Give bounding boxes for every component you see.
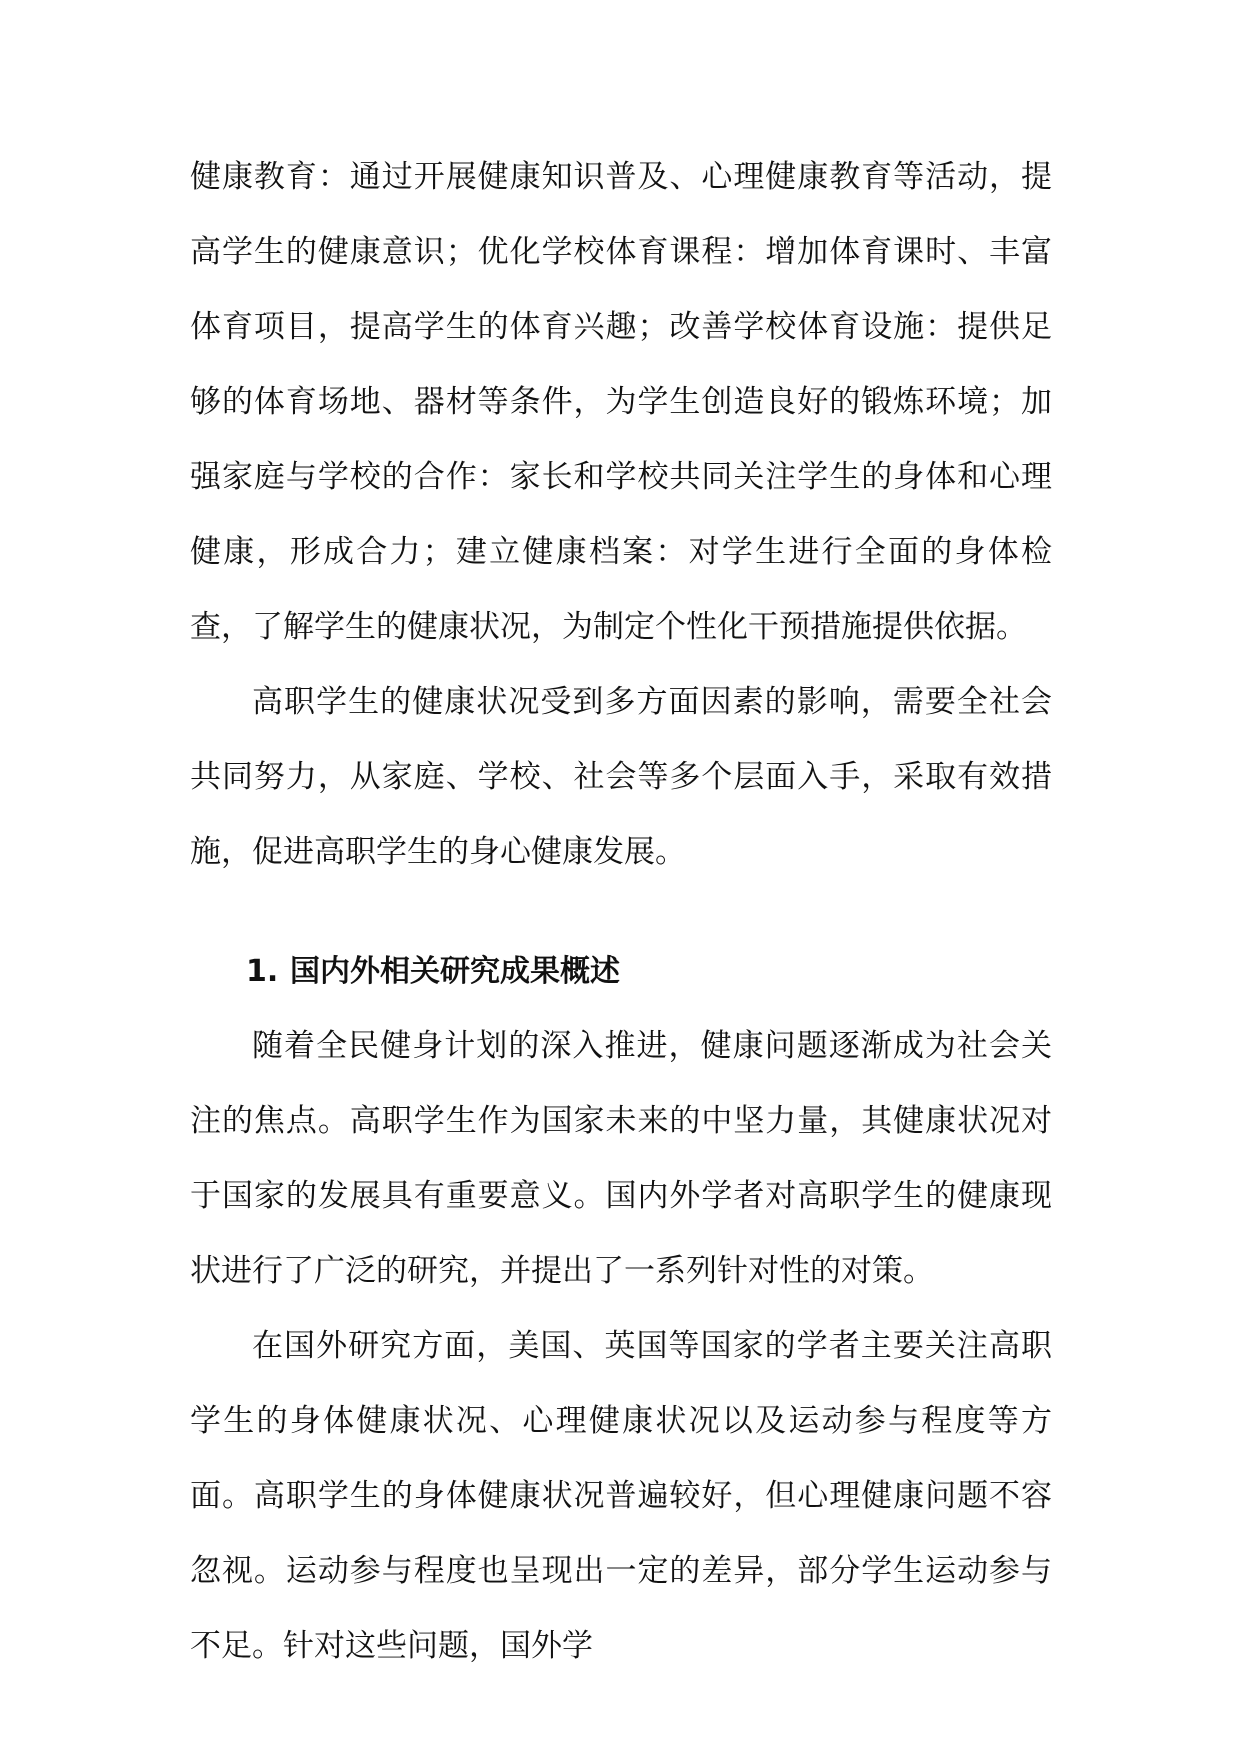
section-heading <box>190 934 1052 1009</box>
paragraph-summary: 高职学生的健康状况受到多方面因素的影响，需要全社会共同努力，从家庭、学校、社会等多个层面入手，采取有效措施，促进高职学生的身心健康发展。 <box>190 684 1052 870</box>
document-body <box>190 140 1052 1684</box>
paragraph-research-intro: 随着全民健身计划的深入推进，健康问题逐渐成为社会关注的焦点。高职学生作为国家未来的中坚力量，其健康状况对于国家的发展具有重要意义。国内外学者对高职学生的健康现状进行了广泛的研究，并提出了一系列针对性的对策。 <box>190 1028 1052 1289</box>
section-number: 1. <box>246 954 279 989</box>
paragraph-foreign-research: 在国外研究方面，美国、英国等国家的学者主要关注高职学生的身体健康状况、心理健康状况以及运动参与程度等方面。高职学生的身体健康状况普遍较好，但心理健康问题不容忽视。运动参与程度也呈现出一定的差异，部分学生运动参与不足。针对这些问题，国外学 <box>190 1328 1052 1664</box>
section-title: 国内外相关研究成果概述 <box>290 954 620 989</box>
paragraph-health-measures: 健康教育：通过开展健康知识普及、心理健康教育等活动，提高学生的健康意识；优化学校体育课程：增加体育课时、丰富体育项目，提高学生的体育兴趣；改善学校体育设施：提供足够的体育场地、器材等条件，为学生创造良好的锻炼环境；加强家庭与学校的合作：家长和学校共同关注学生的身体和心理健康，形成合力；建立健康档案：对学生进行全面的身体检查，了解学生的健康状况，为制定个性化干预措施提供依据。 <box>190 159 1052 645</box>
